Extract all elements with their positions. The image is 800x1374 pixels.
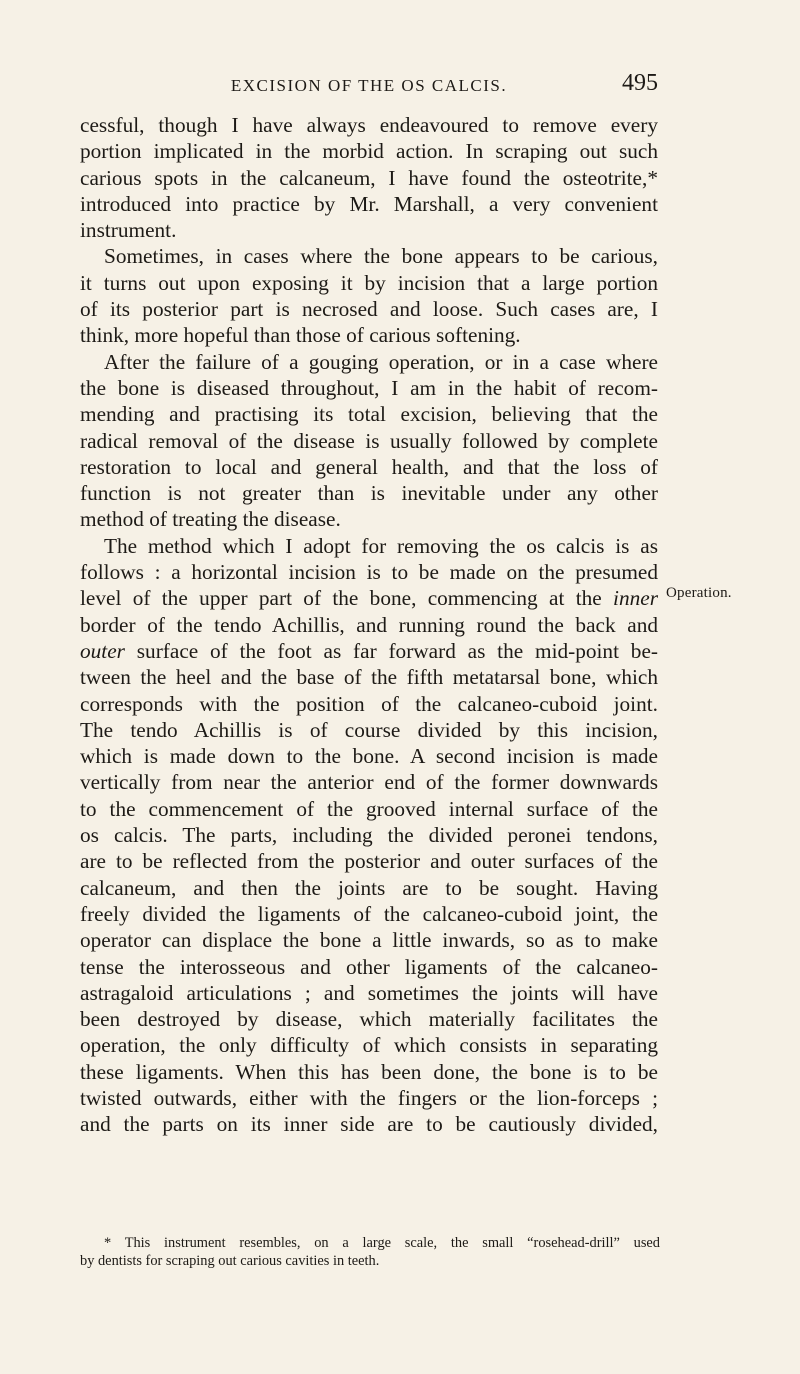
text-fragment: surface of the foot as far forward as the mid-point be- (136, 638, 658, 663)
text-line: cessful, though I have always endeavoured to remove every (80, 113, 658, 137)
text-line: the bone is diseased throughout, I am in the habit of recom- (80, 375, 658, 400)
running-title: EXCISION OF THE OS CALCIS. (230, 76, 508, 95)
footnote (80, 1234, 660, 1270)
footnote-line: * This instrument resembles, on a large scale, the small “rosehead-drill” used (104, 1235, 660, 1251)
text-line: freely divided the ligaments of the calcaneo-cuboid joint, the (80, 901, 658, 926)
text-line: astragaloid articulations ; and sometimes the joints will have (80, 980, 658, 1005)
text-line: operator can displace the bone a little inwards, so as to make (80, 928, 658, 953)
italic-word: inner (613, 586, 658, 611)
text-line: restoration to local and general health, and that the loss of (80, 454, 658, 479)
text-line: Sometimes, in cases where the bone appears to be carious, (104, 244, 658, 269)
text-line: think, more hopeful than those of carious softening. (80, 323, 521, 348)
text-line: radical removal of the disease is usually followed by complete (80, 428, 658, 453)
footnote-line: by dentists for scraping out carious cavities in teeth. (80, 1253, 380, 1269)
text-line: to the commencement of the grooved internal surface of the (80, 796, 658, 821)
marginal-note: Operation. (666, 585, 732, 601)
text-line: os calcis. The parts, including the divided peronei tendons, (80, 823, 658, 848)
text-line: portion implicated in the morbid action. In scraping out such (80, 139, 658, 164)
text-line: these ligaments. When this has been done, the bone is to be (80, 1059, 658, 1084)
text-line: calcaneum, and then the joints are to be sought. Having (80, 875, 658, 900)
text-line (80, 638, 658, 664)
text-line: method of treating the disease. (80, 507, 341, 532)
text-line: introduced into practice by Mr. Marshall, a very convenient (80, 191, 658, 216)
text-line: and the parts on its inner side are to be cautiously divided, (80, 1112, 658, 1137)
text-line: The method which I adopt for removing the os calcis is as (104, 533, 658, 558)
italic-word: outer (80, 638, 125, 663)
text-line: operation, the only difficulty of which consists in separating (80, 1033, 658, 1058)
text-line: border of the tendo Achillis, and running round the back and (80, 612, 658, 637)
page-number: 495 (622, 70, 658, 96)
text-line: which is made down to the bone. A second incision is made (80, 744, 658, 769)
page-header (80, 66, 658, 106)
text-line: of its posterior part is necrosed and loose. Such cases are, I (80, 297, 658, 322)
text-fragment: level of the upper part of the bone, commencing at the (80, 586, 602, 611)
text-line (80, 585, 658, 611)
text-line: follows : a horizontal incision is to be made on the presumed (80, 560, 658, 585)
text-line: tween the heel and the base of the fifth metatarsal bone, which (80, 665, 658, 690)
text-line: instrument. (80, 218, 177, 243)
text-line: After the failure of a gouging operation, or in a case where (104, 349, 658, 374)
text-line: function is not greater than is inevitable under any other (80, 481, 658, 506)
text-line: twisted outwards, either with the fingers or the lion-forceps ; (80, 1085, 658, 1110)
text-line: tense the interosseous and other ligaments of the calcaneo- (80, 954, 658, 979)
text-line: it turns out upon exposing it by incision that a large portion (80, 270, 658, 295)
text-line: The tendo Achillis is of course divided by this incision, (80, 717, 658, 742)
text-line: mending and practising its total excision, believing that the (80, 402, 658, 427)
text-line: corresponds with the position of the calcaneo-cuboid joint. (80, 691, 658, 716)
text-line: vertically from near the anterior end of the former downwards (80, 770, 658, 795)
text-line: carious spots in the calcaneum, I have found the osteotrite,* (80, 165, 658, 190)
text-line: been destroyed by disease, which materially facilitates the (80, 1007, 658, 1032)
body-text (80, 112, 658, 1138)
text-line: are to be reflected from the posterior and outer surfaces of the (80, 849, 658, 874)
